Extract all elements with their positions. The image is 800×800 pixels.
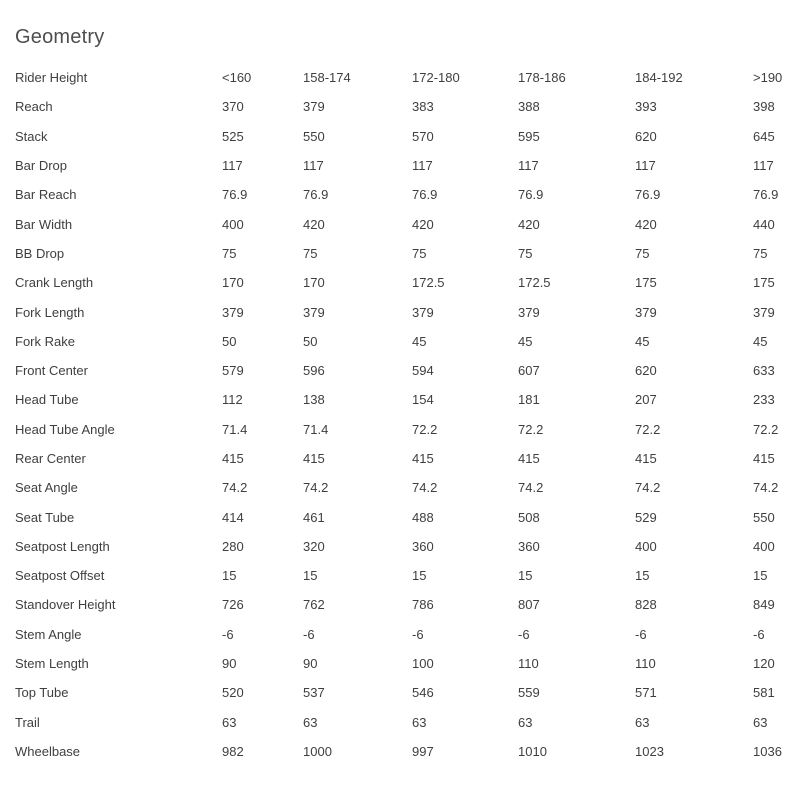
row-label: Front Center — [15, 363, 88, 379]
cell-value: 379 — [303, 304, 325, 320]
cell-value: 726 — [222, 597, 244, 613]
column-header: 172-180 — [412, 70, 460, 86]
row-label: Bar Drop — [15, 158, 68, 174]
row-label: Top Tube — [15, 685, 69, 701]
row-label: Stem Angle — [15, 626, 82, 642]
cell-value: 529 — [635, 509, 657, 525]
cell-value: 620 — [635, 128, 657, 144]
cell-value: 415 — [518, 451, 540, 466]
row-label: Seatpost Offset — [15, 568, 105, 584]
cell-value: 63 — [303, 714, 318, 730]
row-label: Reach — [15, 99, 53, 115]
cell-value: 360 — [518, 538, 540, 554]
cell-value: 75 — [303, 245, 318, 261]
table-row — [15, 122, 785, 151]
row-label: Fork Rake — [15, 333, 75, 349]
table-row — [15, 151, 785, 180]
row-label: Head Tube — [15, 392, 79, 408]
cell-value: 400 — [222, 216, 244, 232]
table-row — [15, 532, 785, 561]
cell-value: 72.2 — [753, 421, 779, 437]
cell-value: 596 — [303, 363, 325, 379]
table-row — [15, 180, 785, 209]
cell-value: 997 — [412, 743, 434, 759]
cell-value: 75 — [518, 245, 533, 261]
table-row — [15, 385, 785, 414]
column-header: >190 — [753, 70, 783, 86]
cell-value: 63 — [635, 714, 650, 730]
cell-value: 207 — [635, 392, 657, 408]
table-row — [15, 678, 785, 707]
row-label: Crank Length — [15, 275, 94, 291]
cell-value: 15 — [753, 568, 768, 584]
table-row — [15, 239, 785, 268]
row-label: Bar Reach — [15, 187, 77, 203]
cell-value: 1036 — [753, 743, 782, 759]
cell-value: -6 — [303, 626, 315, 642]
cell-value: 1023 — [635, 743, 664, 759]
cell-value: 440 — [753, 216, 775, 232]
cell-value: 400 — [635, 538, 657, 554]
cell-value: 280 — [222, 538, 244, 554]
cell-value: 537 — [303, 685, 325, 701]
row-label: Standover Height — [15, 597, 116, 613]
cell-value: 415 — [753, 451, 775, 466]
cell-value: 520 — [222, 685, 244, 701]
cell-value: 388 — [518, 99, 540, 115]
cell-value: 415 — [303, 451, 325, 466]
cell-value: 74.2 — [303, 480, 329, 496]
cell-value: 45 — [518, 333, 533, 349]
cell-value: 112 — [222, 392, 243, 408]
cell-value: 559 — [518, 685, 540, 701]
cell-value: 550 — [753, 509, 775, 525]
row-label: Stem Length — [15, 656, 89, 672]
cell-value: 71.4 — [303, 421, 329, 437]
cell-value: -6 — [518, 626, 530, 642]
cell-value: 170 — [303, 275, 325, 291]
page-title: Geometry — [15, 26, 105, 48]
row-label: Bar Width — [15, 216, 73, 232]
cell-value: 571 — [635, 685, 657, 701]
geometry-table — [15, 63, 785, 766]
cell-value: 50 — [222, 333, 237, 349]
cell-value: 762 — [303, 597, 325, 613]
cell-value: 594 — [412, 363, 434, 379]
row-label: Stack — [15, 128, 48, 144]
cell-value: 546 — [412, 685, 434, 701]
cell-value: 74.2 — [412, 480, 438, 496]
cell-value: 117 — [753, 158, 774, 174]
cell-value: 45 — [412, 333, 427, 349]
cell-value: 550 — [303, 128, 325, 144]
cell-value: 72.2 — [518, 421, 544, 437]
cell-value: 117 — [412, 158, 433, 174]
cell-value: 320 — [303, 538, 325, 554]
cell-value: 90 — [303, 656, 318, 672]
cell-value: 138 — [303, 392, 325, 408]
cell-value: 414 — [222, 509, 244, 525]
cell-value: 420 — [303, 216, 325, 232]
cell-value: 110 — [518, 656, 539, 672]
geometry-table-body — [15, 63, 785, 766]
table-row — [15, 737, 785, 766]
cell-value: 982 — [222, 743, 244, 759]
cell-value: 633 — [753, 363, 775, 379]
cell-value: 393 — [635, 99, 657, 115]
cell-value: 117 — [222, 158, 243, 174]
row-label: BB Drop — [15, 245, 65, 261]
column-header: 178-186 — [518, 70, 566, 86]
cell-value: 579 — [222, 363, 244, 379]
column-header: <160 — [222, 70, 252, 86]
row-label: Trail — [15, 714, 40, 730]
cell-value: 172.5 — [518, 275, 551, 291]
cell-value: 175 — [753, 275, 775, 291]
row-label: Rear Center — [15, 451, 86, 466]
cell-value: 415 — [412, 451, 434, 466]
cell-value: 581 — [753, 685, 775, 701]
cell-value: 595 — [518, 128, 540, 144]
cell-value: 63 — [412, 714, 427, 730]
cell-value: 72.2 — [412, 421, 438, 437]
cell-value: 45 — [635, 333, 650, 349]
cell-value: 50 — [303, 333, 318, 349]
table-row — [15, 209, 785, 238]
cell-value: 383 — [412, 99, 434, 115]
cell-value: 117 — [635, 158, 656, 174]
table-row — [15, 473, 785, 502]
cell-value: 170 — [222, 275, 244, 291]
cell-value: 620 — [635, 363, 657, 379]
table-row — [15, 92, 785, 121]
table-row — [15, 297, 785, 326]
cell-value: 90 — [222, 656, 237, 672]
table-row — [15, 502, 785, 531]
column-header: 158-174 — [303, 70, 351, 86]
cell-value: 15 — [518, 568, 533, 584]
cell-value: 379 — [303, 99, 325, 115]
cell-value: 849 — [753, 597, 775, 613]
table-row — [15, 708, 785, 737]
cell-value: 400 — [753, 538, 775, 554]
cell-value: 15 — [222, 568, 237, 584]
cell-value: 645 — [753, 128, 775, 144]
cell-value: 110 — [635, 656, 656, 672]
cell-value: 154 — [412, 392, 434, 408]
table-row — [15, 620, 785, 649]
cell-value: 76.9 — [412, 187, 438, 203]
cell-value: -6 — [222, 626, 234, 642]
cell-value: 415 — [635, 451, 657, 466]
row-label: Rider Height — [15, 70, 88, 86]
cell-value: 461 — [303, 509, 325, 525]
cell-value: 76.9 — [303, 187, 329, 203]
cell-value: 525 — [222, 128, 244, 144]
cell-value: 45 — [753, 333, 768, 349]
cell-value: 63 — [222, 714, 237, 730]
cell-value: 175 — [635, 275, 657, 291]
cell-value: 74.2 — [635, 480, 661, 496]
cell-value: 420 — [635, 216, 657, 232]
cell-value: 379 — [635, 304, 657, 320]
cell-value: 379 — [412, 304, 434, 320]
cell-value: 76.9 — [222, 187, 248, 203]
column-header: 184-192 — [635, 70, 683, 86]
row-label: Wheelbase — [15, 743, 81, 759]
cell-value: 398 — [753, 99, 775, 115]
cell-value: 100 — [412, 656, 434, 672]
cell-value: 415 — [222, 451, 244, 466]
table-row — [15, 327, 785, 356]
cell-value: 570 — [412, 128, 434, 144]
cell-value: -6 — [412, 626, 424, 642]
cell-value: -6 — [753, 626, 765, 642]
table-row — [15, 444, 785, 473]
table-row — [15, 590, 785, 619]
cell-value: 72.2 — [635, 421, 661, 437]
cell-value: 15 — [412, 568, 427, 584]
table-row — [15, 268, 785, 297]
cell-value: 370 — [222, 99, 244, 115]
row-label: Seat Tube — [15, 509, 75, 525]
table-row — [15, 649, 785, 678]
cell-value: 75 — [635, 245, 650, 261]
cell-value: 420 — [412, 216, 434, 232]
cell-value: 786 — [412, 597, 434, 613]
cell-value: 181 — [518, 392, 540, 408]
table-row — [15, 356, 785, 385]
cell-value: 488 — [412, 509, 434, 525]
cell-value: 76.9 — [518, 187, 544, 203]
cell-value: 71.4 — [222, 421, 248, 437]
cell-value: 74.2 — [222, 480, 248, 496]
cell-value: 420 — [518, 216, 540, 232]
row-label: Seatpost Length — [15, 538, 110, 554]
cell-value: 828 — [635, 597, 657, 613]
cell-value: 63 — [753, 714, 768, 730]
cell-value: 379 — [753, 304, 775, 320]
cell-value: 807 — [518, 597, 540, 613]
cell-value: 76.9 — [635, 187, 661, 203]
cell-value: 75 — [412, 245, 427, 261]
cell-value: 15 — [635, 568, 650, 584]
cell-value: 120 — [753, 656, 775, 672]
cell-value: 74.2 — [518, 480, 544, 496]
cell-value: 508 — [518, 509, 540, 525]
cell-value: 74.2 — [753, 480, 779, 496]
row-label: Head Tube Angle — [15, 421, 115, 437]
cell-value: 76.9 — [753, 187, 779, 203]
cell-value: -6 — [635, 626, 647, 642]
cell-value: 233 — [753, 392, 775, 408]
cell-value: 1010 — [518, 743, 547, 759]
cell-value: 75 — [222, 245, 237, 261]
cell-value: 360 — [412, 538, 434, 554]
row-label: Fork Length — [15, 304, 85, 320]
row-label: Seat Angle — [15, 480, 78, 496]
cell-value: 117 — [518, 158, 539, 174]
cell-value: 15 — [303, 568, 318, 584]
cell-value: 117 — [303, 158, 324, 174]
cell-value: 1000 — [303, 743, 332, 759]
cell-value: 379 — [222, 304, 244, 320]
table-row — [15, 561, 785, 590]
cell-value: 379 — [518, 304, 540, 320]
cell-value: 172.5 — [412, 275, 445, 291]
cell-value: 63 — [518, 714, 533, 730]
cell-value: 75 — [753, 245, 768, 261]
header-row — [15, 63, 785, 92]
table-row — [15, 415, 785, 444]
cell-value: 607 — [518, 363, 540, 379]
